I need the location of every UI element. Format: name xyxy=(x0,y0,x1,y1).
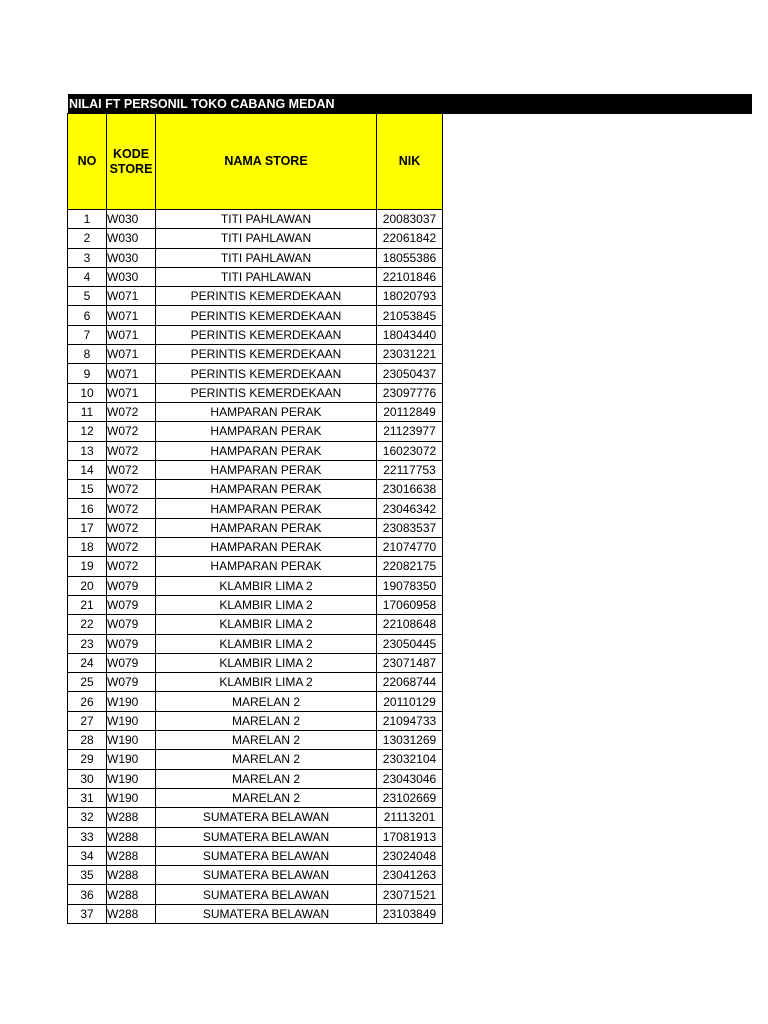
cell-no[interactable]: 2 xyxy=(68,229,107,248)
cell-no[interactable]: 25 xyxy=(68,673,107,692)
cell-kode-store[interactable]: W190 xyxy=(107,711,156,730)
cell-nik[interactable]: 21074770 xyxy=(377,538,443,557)
cell-no[interactable]: 28 xyxy=(68,731,107,750)
cell-nama-store[interactable]: HAMPARAN PERAK xyxy=(156,499,377,518)
cell-kode-store[interactable]: W079 xyxy=(107,673,156,692)
cell-no[interactable]: 26 xyxy=(68,692,107,711)
cell-kode-store[interactable]: W072 xyxy=(107,460,156,479)
table-row xyxy=(68,731,443,750)
cell-nik[interactable]: 23032104 xyxy=(377,750,443,769)
cell-kode-store[interactable]: W072 xyxy=(107,557,156,576)
cell-no[interactable]: 1 xyxy=(68,210,107,229)
store-personnel-table xyxy=(67,113,443,924)
header-kode-store[interactable] xyxy=(107,114,156,210)
cell-no[interactable]: 16 xyxy=(68,499,107,518)
table-row xyxy=(68,576,443,595)
table-row xyxy=(68,229,443,248)
cell-no[interactable]: 11 xyxy=(68,402,107,421)
cell-kode-store[interactable]: W079 xyxy=(107,576,156,595)
cell-no[interactable]: 13 xyxy=(68,441,107,460)
cell-kode-store[interactable]: W030 xyxy=(107,229,156,248)
cell-nik[interactable]: 23043046 xyxy=(377,769,443,788)
table-row xyxy=(68,248,443,267)
table-row xyxy=(68,518,443,537)
table-row xyxy=(68,402,443,421)
table-row xyxy=(68,267,443,286)
header-nama-store[interactable]: NAMA STORE xyxy=(156,114,377,210)
table-row xyxy=(68,885,443,904)
cell-nik[interactable]: 23097776 xyxy=(377,383,443,402)
cell-no[interactable]: 18 xyxy=(68,538,107,557)
header-row xyxy=(68,114,443,210)
cell-nik[interactable]: 20112849 xyxy=(377,402,443,421)
table-row xyxy=(68,673,443,692)
table-row xyxy=(68,846,443,865)
header-no[interactable]: NO xyxy=(68,114,107,210)
cell-kode-store[interactable]: W079 xyxy=(107,595,156,614)
cell-kode-store[interactable]: W079 xyxy=(107,615,156,634)
cell-nama-store[interactable]: SUMATERA BELAWAN xyxy=(156,827,377,846)
cell-nik[interactable]: 23041263 xyxy=(377,866,443,885)
cell-nama-store[interactable]: PERINTIS KEMERDEKAAN xyxy=(156,383,377,402)
cell-kode-store[interactable]: W072 xyxy=(107,402,156,421)
cell-kode-store[interactable]: W288 xyxy=(107,827,156,846)
cell-no[interactable]: 19 xyxy=(68,557,107,576)
cell-no[interactable]: 17 xyxy=(68,518,107,537)
cell-no[interactable]: 37 xyxy=(68,904,107,923)
cell-nik[interactable]: 21113201 xyxy=(377,808,443,827)
cell-nama-store[interactable]: KLAMBIR LIMA 2 xyxy=(156,615,377,634)
cell-nama-store[interactable]: HAMPARAN PERAK xyxy=(156,557,377,576)
cell-nama-store[interactable]: SUMATERA BELAWAN xyxy=(156,846,377,865)
table-row xyxy=(68,595,443,614)
cell-kode-store[interactable]: W072 xyxy=(107,499,156,518)
cell-kode-store[interactable]: W079 xyxy=(107,634,156,653)
cell-kode-store[interactable]: W072 xyxy=(107,518,156,537)
cell-no[interactable]: 30 xyxy=(68,769,107,788)
cell-kode-store[interactable]: W288 xyxy=(107,904,156,923)
cell-nama-store[interactable]: HAMPARAN PERAK xyxy=(156,441,377,460)
cell-no[interactable]: 10 xyxy=(68,383,107,402)
table-row xyxy=(68,383,443,402)
cell-nama-store[interactable]: KLAMBIR LIMA 2 xyxy=(156,576,377,595)
cell-nama-store[interactable]: MARELAN 2 xyxy=(156,692,377,711)
cell-nama-store[interactable]: TITI PAHLAWAN xyxy=(156,229,377,248)
table-row xyxy=(68,345,443,364)
cell-no[interactable]: 31 xyxy=(68,788,107,807)
cell-nik[interactable]: 23031221 xyxy=(377,345,443,364)
table-row xyxy=(68,480,443,499)
table-row xyxy=(68,866,443,885)
cell-nik[interactable]: 22117753 xyxy=(377,460,443,479)
sheet-title: NILAI FT PERSONIL TOKO CABANG MEDAN xyxy=(68,94,752,114)
cell-kode-store[interactable]: W190 xyxy=(107,731,156,750)
header-nik[interactable]: NIK xyxy=(377,114,443,210)
cell-kode-store[interactable]: W071 xyxy=(107,383,156,402)
cell-nik[interactable]: 17060958 xyxy=(377,595,443,614)
cell-kode-store[interactable]: W190 xyxy=(107,750,156,769)
cell-nik[interactable]: 18020793 xyxy=(377,287,443,306)
cell-nik[interactable]: 20083037 xyxy=(377,210,443,229)
cell-nik[interactable]: 18043440 xyxy=(377,325,443,344)
cell-no[interactable]: 29 xyxy=(68,750,107,769)
cell-nik[interactable]: 21123977 xyxy=(377,422,443,441)
cell-nik[interactable]: 17081913 xyxy=(377,827,443,846)
table-row xyxy=(68,306,443,325)
table-row xyxy=(68,653,443,672)
cell-kode-store[interactable]: W288 xyxy=(107,885,156,904)
cell-nama-store[interactable]: HAMPARAN PERAK xyxy=(156,538,377,557)
cell-nik[interactable]: 23050437 xyxy=(377,364,443,383)
table-row xyxy=(68,210,443,229)
table-row xyxy=(68,287,443,306)
table-row xyxy=(68,808,443,827)
table-row xyxy=(68,460,443,479)
table-row xyxy=(68,634,443,653)
cell-no[interactable]: 15 xyxy=(68,480,107,499)
table-row xyxy=(68,769,443,788)
cell-nama-store[interactable]: KLAMBIR LIMA 2 xyxy=(156,653,377,672)
cell-nik[interactable]: 21094733 xyxy=(377,711,443,730)
cell-kode-store[interactable]: W030 xyxy=(107,210,156,229)
cell-nik[interactable]: 23016638 xyxy=(377,480,443,499)
cell-kode-store[interactable]: W079 xyxy=(107,653,156,672)
cell-no[interactable]: 3 xyxy=(68,248,107,267)
table-row xyxy=(68,904,443,923)
cell-nik[interactable]: 23083537 xyxy=(377,518,443,537)
cell-nama-store[interactable]: PERINTIS KEMERDEKAAN xyxy=(156,306,377,325)
cell-kode-store[interactable]: W030 xyxy=(107,248,156,267)
cell-nik[interactable]: 23024048 xyxy=(377,846,443,865)
cell-no[interactable]: 36 xyxy=(68,885,107,904)
cell-nama-store[interactable]: HAMPARAN PERAK xyxy=(156,480,377,499)
cell-nama-store[interactable]: KLAMBIR LIMA 2 xyxy=(156,634,377,653)
cell-nik[interactable]: 22068744 xyxy=(377,673,443,692)
table-body xyxy=(68,210,443,924)
cell-nama-store[interactable]: HAMPARAN PERAK xyxy=(156,402,377,421)
cell-no[interactable]: 22 xyxy=(68,615,107,634)
cell-nik[interactable]: 22061842 xyxy=(377,229,443,248)
cell-no[interactable]: 4 xyxy=(68,267,107,286)
cell-nik[interactable]: 16023072 xyxy=(377,441,443,460)
cell-nama-store[interactable]: MARELAN 2 xyxy=(156,769,377,788)
table-row xyxy=(68,441,443,460)
cell-no[interactable]: 5 xyxy=(68,287,107,306)
cell-nama-store[interactable]: KLAMBIR LIMA 2 xyxy=(156,673,377,692)
cell-kode-store[interactable]: W071 xyxy=(107,325,156,344)
cell-no[interactable]: 24 xyxy=(68,653,107,672)
cell-nama-store[interactable]: SUMATERA BELAWAN xyxy=(156,808,377,827)
table-row xyxy=(68,827,443,846)
cell-nama-store[interactable]: PERINTIS KEMERDEKAAN xyxy=(156,345,377,364)
cell-nama-store[interactable]: TITI PAHLAWAN xyxy=(156,248,377,267)
cell-no[interactable]: 27 xyxy=(68,711,107,730)
cell-kode-store[interactable]: W190 xyxy=(107,788,156,807)
table-row xyxy=(68,422,443,441)
table-row xyxy=(68,711,443,730)
table-row xyxy=(68,499,443,518)
table-row xyxy=(68,557,443,576)
table-row xyxy=(68,615,443,634)
cell-nik[interactable]: 19078350 xyxy=(377,576,443,595)
cell-kode-store[interactable]: W190 xyxy=(107,769,156,788)
cell-no[interactable]: 8 xyxy=(68,345,107,364)
cell-nik[interactable]: 22108648 xyxy=(377,615,443,634)
cell-no[interactable]: 32 xyxy=(68,808,107,827)
cell-nama-store[interactable]: MARELAN 2 xyxy=(156,731,377,750)
cell-kode-store[interactable]: W071 xyxy=(107,287,156,306)
cell-no[interactable]: 34 xyxy=(68,846,107,865)
cell-nama-store[interactable]: MARELAN 2 xyxy=(156,750,377,769)
cell-nik[interactable]: 20110129 xyxy=(377,692,443,711)
cell-kode-store[interactable]: W071 xyxy=(107,364,156,383)
cell-nama-store[interactable]: TITI PAHLAWAN xyxy=(156,210,377,229)
cell-kode-store[interactable]: W071 xyxy=(107,306,156,325)
cell-kode-store[interactable]: W071 xyxy=(107,345,156,364)
header-kode-line1: KODE xyxy=(112,146,150,161)
cell-nik[interactable]: 18055386 xyxy=(377,248,443,267)
cell-no[interactable]: 12 xyxy=(68,422,107,441)
cell-nik[interactable]: 23050445 xyxy=(377,634,443,653)
cell-kode-store[interactable]: W288 xyxy=(107,866,156,885)
cell-nik[interactable]: 13031269 xyxy=(377,731,443,750)
table-row xyxy=(68,538,443,557)
table-row xyxy=(68,750,443,769)
cell-nik[interactable]: 23071487 xyxy=(377,653,443,672)
cell-no[interactable]: 35 xyxy=(68,866,107,885)
cell-kode-store[interactable]: W030 xyxy=(107,267,156,286)
cell-kode-store[interactable]: W190 xyxy=(107,692,156,711)
cell-nik[interactable]: 23046342 xyxy=(377,499,443,518)
cell-nik[interactable]: 22082175 xyxy=(377,557,443,576)
cell-kode-store[interactable]: W072 xyxy=(107,538,156,557)
cell-nama-store[interactable]: PERINTIS KEMERDEKAAN xyxy=(156,287,377,306)
cell-nama-store[interactable]: PERINTIS KEMERDEKAAN xyxy=(156,364,377,383)
cell-no[interactable]: 23 xyxy=(68,634,107,653)
cell-kode-store[interactable]: W288 xyxy=(107,808,156,827)
cell-nama-store[interactable]: PERINTIS KEMERDEKAAN xyxy=(156,325,377,344)
table-row xyxy=(68,364,443,383)
cell-nik[interactable]: 23071521 xyxy=(377,885,443,904)
cell-no[interactable]: 9 xyxy=(68,364,107,383)
cell-nama-store[interactable]: HAMPARAN PERAK xyxy=(156,422,377,441)
cell-nik[interactable]: 23102669 xyxy=(377,788,443,807)
cell-nama-store[interactable]: HAMPARAN PERAK xyxy=(156,518,377,537)
cell-no[interactable]: 33 xyxy=(68,827,107,846)
cell-no[interactable]: 7 xyxy=(68,325,107,344)
cell-nama-store[interactable]: MARELAN 2 xyxy=(156,711,377,730)
cell-nama-store[interactable]: SUMATERA BELAWAN xyxy=(156,866,377,885)
cell-nama-store[interactable]: TITI PAHLAWAN xyxy=(156,267,377,286)
cell-kode-store[interactable]: W072 xyxy=(107,480,156,499)
table-row xyxy=(68,692,443,711)
cell-nama-store[interactable]: KLAMBIR LIMA 2 xyxy=(156,595,377,614)
table-row xyxy=(68,325,443,344)
cell-kode-store[interactable]: W072 xyxy=(107,441,156,460)
table-row xyxy=(68,788,443,807)
cell-kode-store[interactable]: W072 xyxy=(107,422,156,441)
header-kode-line2: STORE xyxy=(109,161,153,176)
cell-nama-store[interactable]: SUMATERA BELAWAN xyxy=(156,885,377,904)
cell-kode-store[interactable]: W288 xyxy=(107,846,156,865)
cell-no[interactable]: 21 xyxy=(68,595,107,614)
cell-nama-store[interactable]: HAMPARAN PERAK xyxy=(156,460,377,479)
cell-no[interactable]: 6 xyxy=(68,306,107,325)
cell-nik[interactable]: 22101846 xyxy=(377,267,443,286)
cell-nik[interactable]: 23103849 xyxy=(377,904,443,923)
cell-nik[interactable]: 21053845 xyxy=(377,306,443,325)
cell-nama-store[interactable]: SUMATERA BELAWAN xyxy=(156,904,377,923)
cell-nama-store[interactable]: MARELAN 2 xyxy=(156,788,377,807)
cell-no[interactable]: 14 xyxy=(68,460,107,479)
cell-no[interactable]: 20 xyxy=(68,576,107,595)
